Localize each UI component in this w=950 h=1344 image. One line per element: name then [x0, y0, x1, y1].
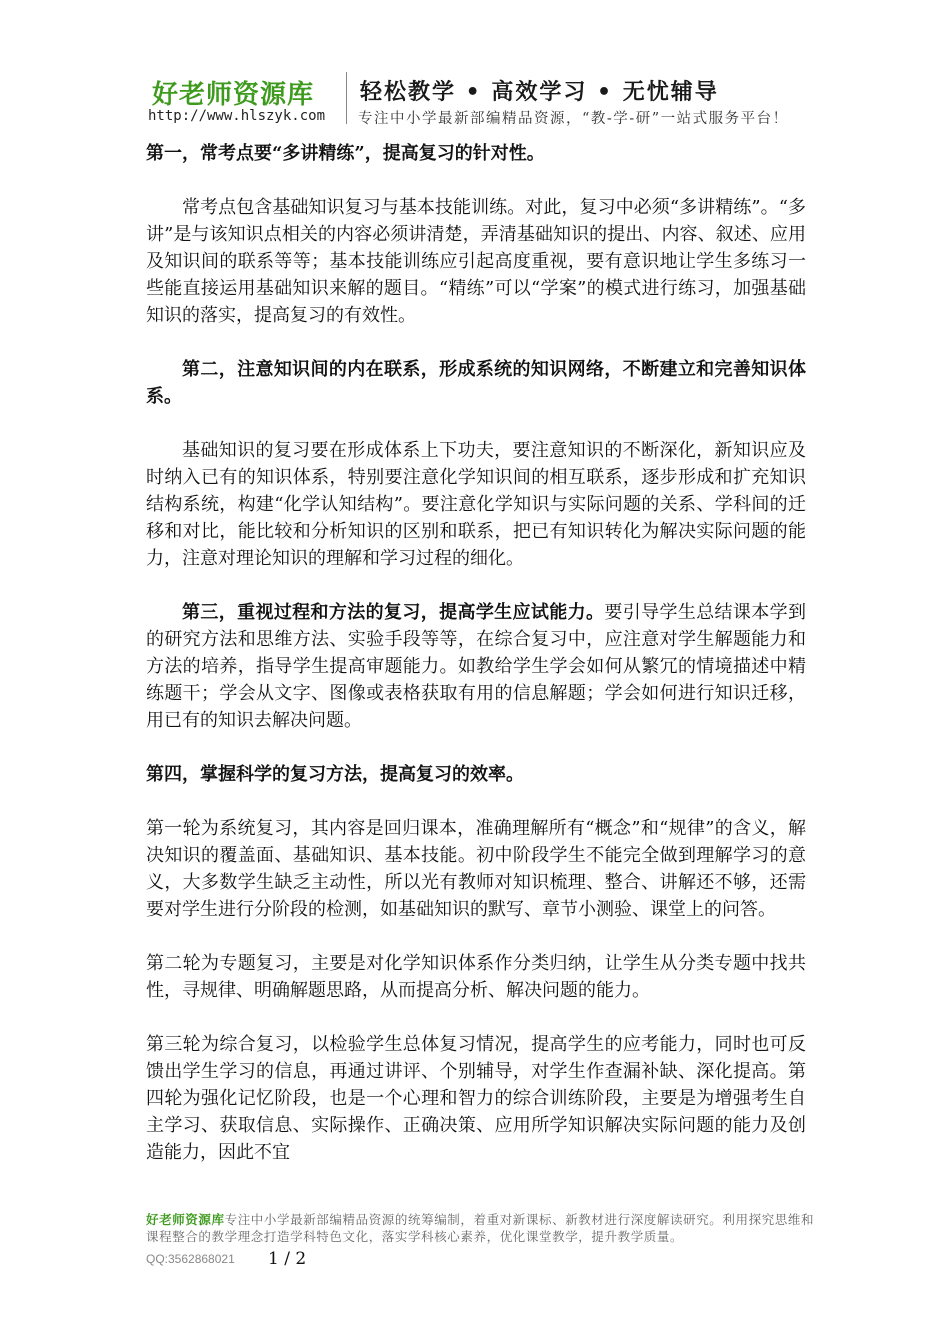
section-4-heading: 第四，掌握科学的复习方法，提高复习的效率。	[146, 764, 524, 785]
footer-brand: 好老师资源库	[146, 1212, 225, 1227]
document-body	[146, 140, 806, 1166]
section-2-heading: 第二，注意知识间的内在联系，形成系统的知识网络，不断建立和完善知识体系。	[146, 359, 806, 407]
qq-contact: QQ:3562868021	[146, 1252, 235, 1266]
brand-logo-text: 好老师资源库	[152, 80, 315, 110]
round-3-paragraph: 第三轮为综合复习，以检验学生总体复习情况，提高学生的应考能力，同时也可反馈出学生学习的信息，再通过讲评、个别辅导，对学生作查漏补缺、深化提高。第四轮为强化记忆阶段，也是一个心理和智力的综合训练阶段，主要是为增强考生自主学习、获取信息、实际操作、正确决策、应用所学知识解决实际问题的能力及创造能力，因此不宜	[146, 1034, 806, 1163]
page-number: 1 / 2	[268, 1249, 307, 1269]
header-slogan: 轻松教学 • 高效学习 • 无忧辅导	[360, 80, 719, 105]
round-1-paragraph: 第一轮为系统复习，其内容是回归课本，准确理解所有“概念”和“规律”的含义，解决知识的覆盖面、基础知识、基本技能。初中阶段学生不能完全做到理解学习的意义，大多数学生缺乏主动性，所以光有教师对知识梳理、整合、讲解还不够，还需要对学生进行分阶段的检测，如基础知识的默写、章节小测验、课堂上的问答。	[146, 818, 806, 920]
footer-meta	[146, 1249, 826, 1269]
round-2-paragraph: 第二轮为专题复习，主要是对化学知识体系作分类归纳，让学生从分类专题中找共性，寻规律、明确解题思路，从而提高分析、解决问题的能力。	[146, 953, 806, 1001]
page-header	[148, 66, 908, 128]
section-3-body: 要引导学生总结课本学到的研究方法和思维方法、实验手段等等，在综合复习中，应注意对学生解题能力和方法的培养，指导学生提高审题能力。如教给学生学会如何从繁冗的情境描述中精练题干；学会从文字、图像或表格获取有用的信息解题；学会如何进行知识迁移，用已有的知识去解决问题。	[146, 602, 807, 731]
section-1-paragraph: 常考点包含基础知识复习与基本技能训练。对此，复习中必须“多讲精练”。“多讲”是与该知识点相关的内容必须讲清楚，弄清基础知识的提出、内容、叙述、应用及知识间的联系等等；基本技能训练应引起高度重视，要有意识地让学生多练习一些能直接运用基础知识来解的题目。“精练”可以“学案”的模式进行练习，加强基础知识的落实，提高复习的有效性。	[146, 197, 806, 326]
section-2-paragraph: 基础知识的复习要在形成体系上下功夫，要注意知识的不断深化，新知识应及时纳入已有的知识体系，特别要注意化学知识间的相互联系，逐步形成和扩充知识结构系统，构建“化学认知结构”。要注意化学知识与实际问题的关系、学科间的迁移和对比，能比较和分析知识的区别和联系，把已有知识转化为解决实际问题的能力，注意对理论知识的理解和学习过程的细化。	[146, 440, 806, 569]
page-footer	[146, 1211, 826, 1269]
site-url[interactable]: http://www.hlszyk.com	[148, 108, 326, 124]
footer-text: 专注中小学最新部编精品资源的统筹编制，着重对新课标、新教材进行深度解读研究。利用探究思维和课程整合的教学理念打造学科特色文化，落实学科核心素养，优化课堂教学，提升教学质量。	[146, 1212, 815, 1244]
section-1-heading: 第一，常考点要“多讲精练”，提高复习的针对性。	[146, 143, 545, 164]
header-tagline: 专注中小学最新部编精品资源，“教-学-研”一站式服务平台！	[358, 111, 789, 127]
footer-description	[146, 1211, 826, 1245]
section-3-paragraph	[146, 599, 806, 734]
header-divider	[346, 72, 347, 124]
section-3-heading: 第三，重视过程和方法的复习，提高学生应试能力。	[182, 602, 605, 623]
